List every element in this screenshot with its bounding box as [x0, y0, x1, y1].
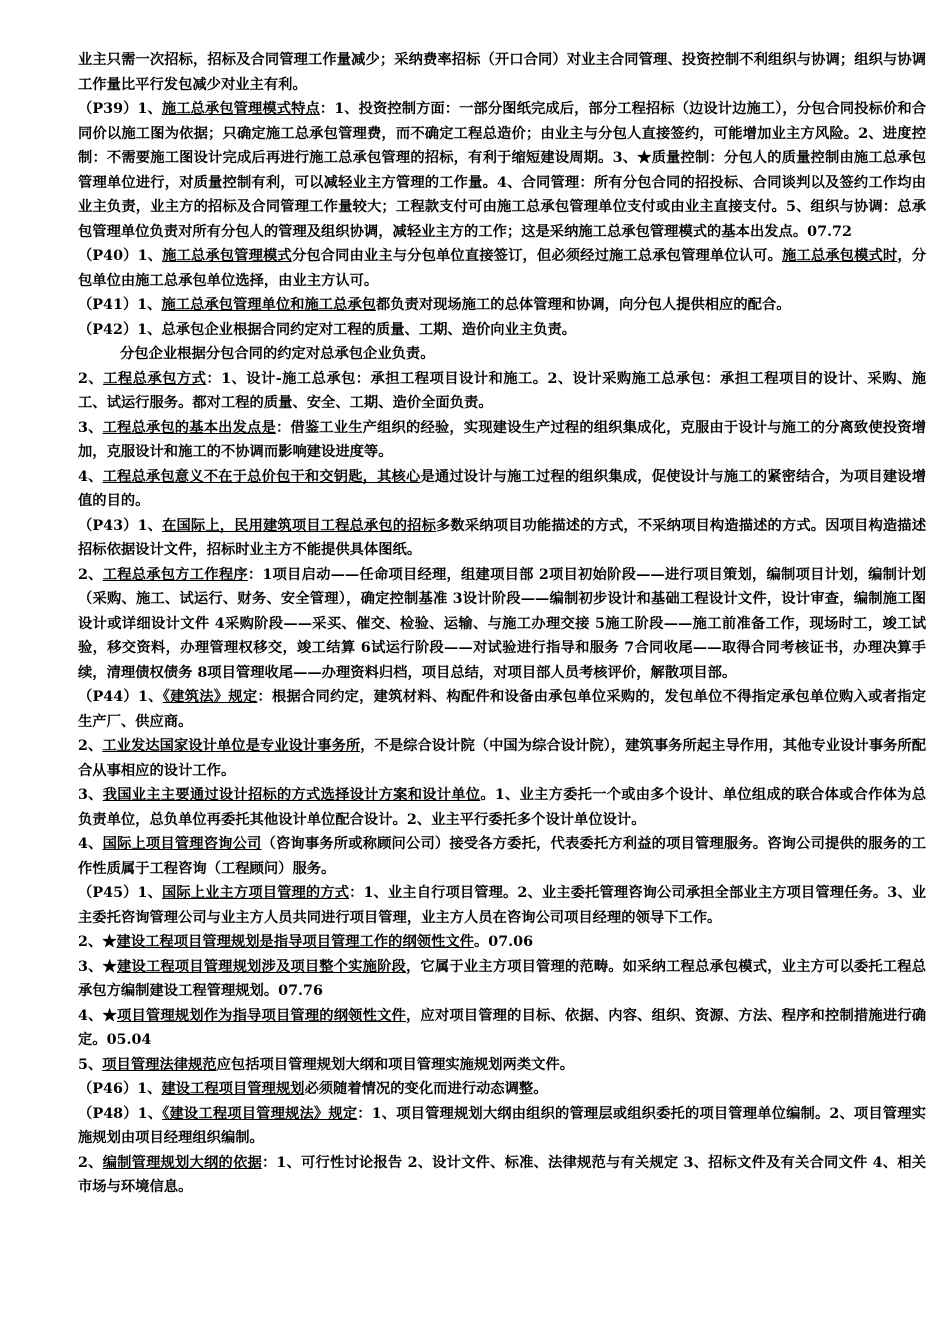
paragraph — [78, 367, 926, 416]
underlined-term: 施工总承包模式时 — [781, 248, 898, 264]
text-run: 4、★ — [78, 1007, 117, 1024]
paragraph — [78, 685, 926, 734]
underlined-term: 施工总承包管理模式 — [162, 248, 292, 264]
text-run: 分包企业根据分包合同的约定对总承包企业负责。 — [120, 346, 435, 362]
text-run: 2、 — [78, 738, 103, 754]
paragraph — [78, 1004, 926, 1053]
text-run: 3、 — [78, 419, 103, 436]
paragraph — [78, 318, 926, 343]
underlined-term: 工程总承包的基本出发点是 — [102, 419, 276, 436]
text-run: 4、 — [78, 468, 103, 485]
underlined-term: 施工总承包管理模式特点 — [161, 101, 320, 117]
text-run: 是通过设计与施工过程的组织集成，促使设计与施工的紧密结合，为项目建设增值的目的。 — [78, 468, 927, 509]
underlined-term: 项目管理规划作为指导项目管理的纲领性文件 — [117, 1007, 406, 1024]
underlined-term: 《建筑法》规定 — [162, 689, 258, 705]
paragraph — [78, 416, 926, 465]
text-run: ：借鉴工业生产组织的经验，实现建设生产过程的组织集成化，克服由于设计与施工的分离致使投资增加，克服设计和施工的不协调而影响建设进度等。 — [78, 419, 927, 460]
text-run: （P40）1、 — [78, 248, 163, 264]
text-run: 4、 — [78, 836, 103, 852]
paragraph — [78, 734, 926, 783]
paragraph — [78, 97, 926, 244]
underlined-term: 建设工程项目管理规划是指导项目管理工作的纲领性文件 — [116, 934, 474, 950]
underlined-term: 项目管理法律规范 — [102, 1056, 217, 1073]
text-run: （P45）1、 — [78, 885, 162, 901]
text-run: （P43）1、 — [78, 517, 163, 534]
text-run: ，不是综合设计院（中国为综合设计院），建筑事务所起主导作用，其他专业设计事务所配合从事相应的设计工作。 — [78, 738, 926, 779]
text-run: 3、 — [78, 787, 103, 803]
text-run: ：根据合同约定，建筑材料、构配件和设备由承包单位采购的，发包单位不得指定承包单位购入或者指定生产厂、供应商。 — [78, 689, 927, 730]
text-run: （P44）1、 — [78, 689, 163, 705]
text-run: ，分包单位由施工总承包单位选择，由业主方认可。 — [78, 248, 927, 289]
paragraph — [78, 465, 926, 514]
paragraph — [78, 783, 926, 832]
text-run: ：1、可行性讨论报告 2、设计文件、标准、法律规范与有关规定 3、招标文件及有关合同文件 4、相关市场与环境信息。 — [78, 1154, 927, 1195]
text-run: 2、★ — [78, 934, 117, 950]
paragraph — [78, 832, 926, 881]
underlined-term: 在国际上，民用建筑项目工程总承包的招标 — [162, 517, 436, 534]
text-run: 都负责对现场施工的总体管理和协调，向分包人提供相应的配合。 — [375, 297, 791, 313]
paragraph — [78, 930, 926, 955]
text-run: 应包括项目管理规划大纲和项目管理实施规划两类文件。 — [216, 1056, 575, 1073]
text-run: ：1、投资控制方面：一部分图纸完成后，部分工程招标（边设计边施工），分包合同投标价和合同价以施工图为依据；只确定施工总承包管理费，而不确定工程总造价；由业主与分包人直接签约，可能增加业主方风险。2、进度控制：不需要施工图设计完成后再进行施工总承包管理的招标，有利于缩短建设周期。3、★质量控制：分包人的质量控制由施工总承包管理单位进行，对质量控制有利，可以减轻业主方管理的工作量。4、合同管理：所有分包合同的招投标、合同谈判以及签约工作均由业主负责，业主方的招标及合同管理工作量较大；工程款支付可由施工总承包管理单位支付或由业主直接支付。5、组织与协调：总承包管理单位负责对所有分包人的管理及组织协调，减轻业主方的工作；这是采纳施工总承包管理模式的基本出发点。07.72 — [78, 101, 927, 240]
text-run: 2、 — [78, 370, 104, 387]
paragraph — [78, 563, 926, 686]
text-run: （P46）1、 — [78, 1081, 162, 1097]
paragraph — [78, 881, 926, 930]
paragraph — [78, 1151, 926, 1200]
text-run: （P48）1、 — [78, 1105, 163, 1122]
text-run: ：1、业主自行项目管理。2、业主委托管理咨询公司承担全部业主方项目管理任务。3、业主委托咨询管理公司与业主方人员共同进行项目管理，业主方人员在咨询公司项目经理的领导下工作。 — [78, 885, 927, 926]
underlined-term: 编制管理规划大纲的依据 — [102, 1154, 262, 1171]
text-run: 业主只需一次招标，招标及合同管理工作量减少；采纳费率招标（开口合同）对业主合同管理、投资控制不利组织与协调；组织与协调工作量比平行发包减少对业主有利。 — [78, 52, 926, 93]
text-run: ：1、设计-施工总承包：承担工程项目设计和施工。2、设计采购施工总承包：承担工程项目的设计、采购、施工、试运行服务。都对工程的质量、安全、工期、造价全面负责。 — [78, 370, 926, 411]
paragraph — [78, 244, 926, 293]
paragraph — [78, 955, 926, 1004]
underlined-term: 工程总承包意义不在于总价包干和交钥匙，其核心 — [102, 468, 421, 485]
text-run: 必须随着情况的变化而进行动态调整。 — [304, 1081, 548, 1097]
underlined-term: 国际上业主方项目管理的方式 — [161, 885, 350, 901]
underlined-term: 我国业主主要通过设计招标的方式选择设计方案和设计单位 — [102, 787, 481, 803]
text-run: （P39）1、 — [78, 101, 162, 117]
underlined-term: 国际上项目管理咨询公司 — [102, 836, 262, 852]
paragraph — [78, 48, 926, 97]
text-run: ：1、项目管理规划大纲由组织的管理层或组织委托的项目管理单位编制。2、项目管理实施规划由项目经理组织编制。 — [78, 1105, 926, 1146]
paragraph — [78, 1102, 926, 1151]
text-run: （P42）1、总承包企业根据合同约定对工程的质量、工期、造价向业主负责。 — [78, 321, 577, 338]
text-run: 多数采纳项目功能描述的方式，不采纳项目构造描述的方式。因项目构造描述招标依据设计文件，招标时业主方不能提供具体图纸。 — [78, 517, 927, 558]
text-run: 3、★ — [78, 958, 117, 975]
text-run: ，应对项目管理的目标、依据、内容、组织、资源、方法、程序和控制措施进行确定。05.04 — [78, 1007, 926, 1048]
paragraph — [78, 1053, 926, 1078]
text-run: 。1、业主方委托一个或由多个设计、单位组成的联合体或合作体为总负责单位，总负单位再委托其他设计单位配合设计。2、业主平行委托多个设计单位设计。 — [78, 787, 926, 828]
paragraph — [78, 514, 926, 563]
paragraph — [78, 1077, 926, 1102]
underlined-term: 建设工程项目管理规划 — [161, 1081, 305, 1097]
underlined-term: 建设工程项目管理规划涉及项目整个实施阶段 — [117, 958, 406, 975]
underlined-term: 《建设工程项目管理规法》规定 — [162, 1105, 358, 1122]
text-run: （P41）1、 — [78, 297, 162, 313]
underlined-term: 工程总承包方式 — [103, 370, 207, 387]
text-run: 分包合同由业主与分包单位直接签订，但必须经过施工总承包管理单位认可。 — [291, 248, 782, 264]
text-run: 2、 — [78, 1154, 103, 1171]
text-run: 5、 — [78, 1056, 103, 1073]
text-run: ：1项目启动——任命项目经理，组建项目部 2项目初始阶段——进行项目策划，编制项目计划，编制计划（采购、施工、试运行、财务、安全管理），确定控制基准 3设计阶段——编制初步设计和基础工程设计文件，设计审查，编制施工图设计或详细设计文件 4采购阶段——采买、催交、检验、运输、与施工办理交接 5施工阶段——施工前准备工作，现场时工，竣工试验，移交资料，办理管理权移交，竣工结算 6试运行阶段——对试验进行指导和服务 7合同收尾——取得合同考核证书，办理决算手续，清理债权债务 8项目管理收尾——办理资料归档，项目总结，对项目部人员考核评价，解散项目部。 — [78, 566, 926, 681]
underlined-term: 工程总承包方工作程序 — [102, 566, 248, 583]
underlined-term: 工业发达国家设计单位是专业设计事务所 — [102, 738, 361, 754]
paragraph — [78, 293, 926, 318]
text-run: 。07.06 — [473, 934, 534, 950]
text-run: （咨询事务所或称顾问公司）接受各方委托，代表委托方利益的项目管理服务。咨询公司提供的服务的工作性质属于工程咨询（工程顾问）服务。 — [78, 836, 927, 877]
underlined-term: 施工总承包管理单位和施工总承包 — [161, 297, 376, 313]
text-run: 2、 — [78, 566, 103, 583]
paragraph — [78, 342, 926, 367]
text-run: ，它属于业主方项目管理的范畴。如采纳工程总承包模式，业主方可以委托工程总承包方编制建设工程管理规划。07.76 — [78, 958, 926, 999]
